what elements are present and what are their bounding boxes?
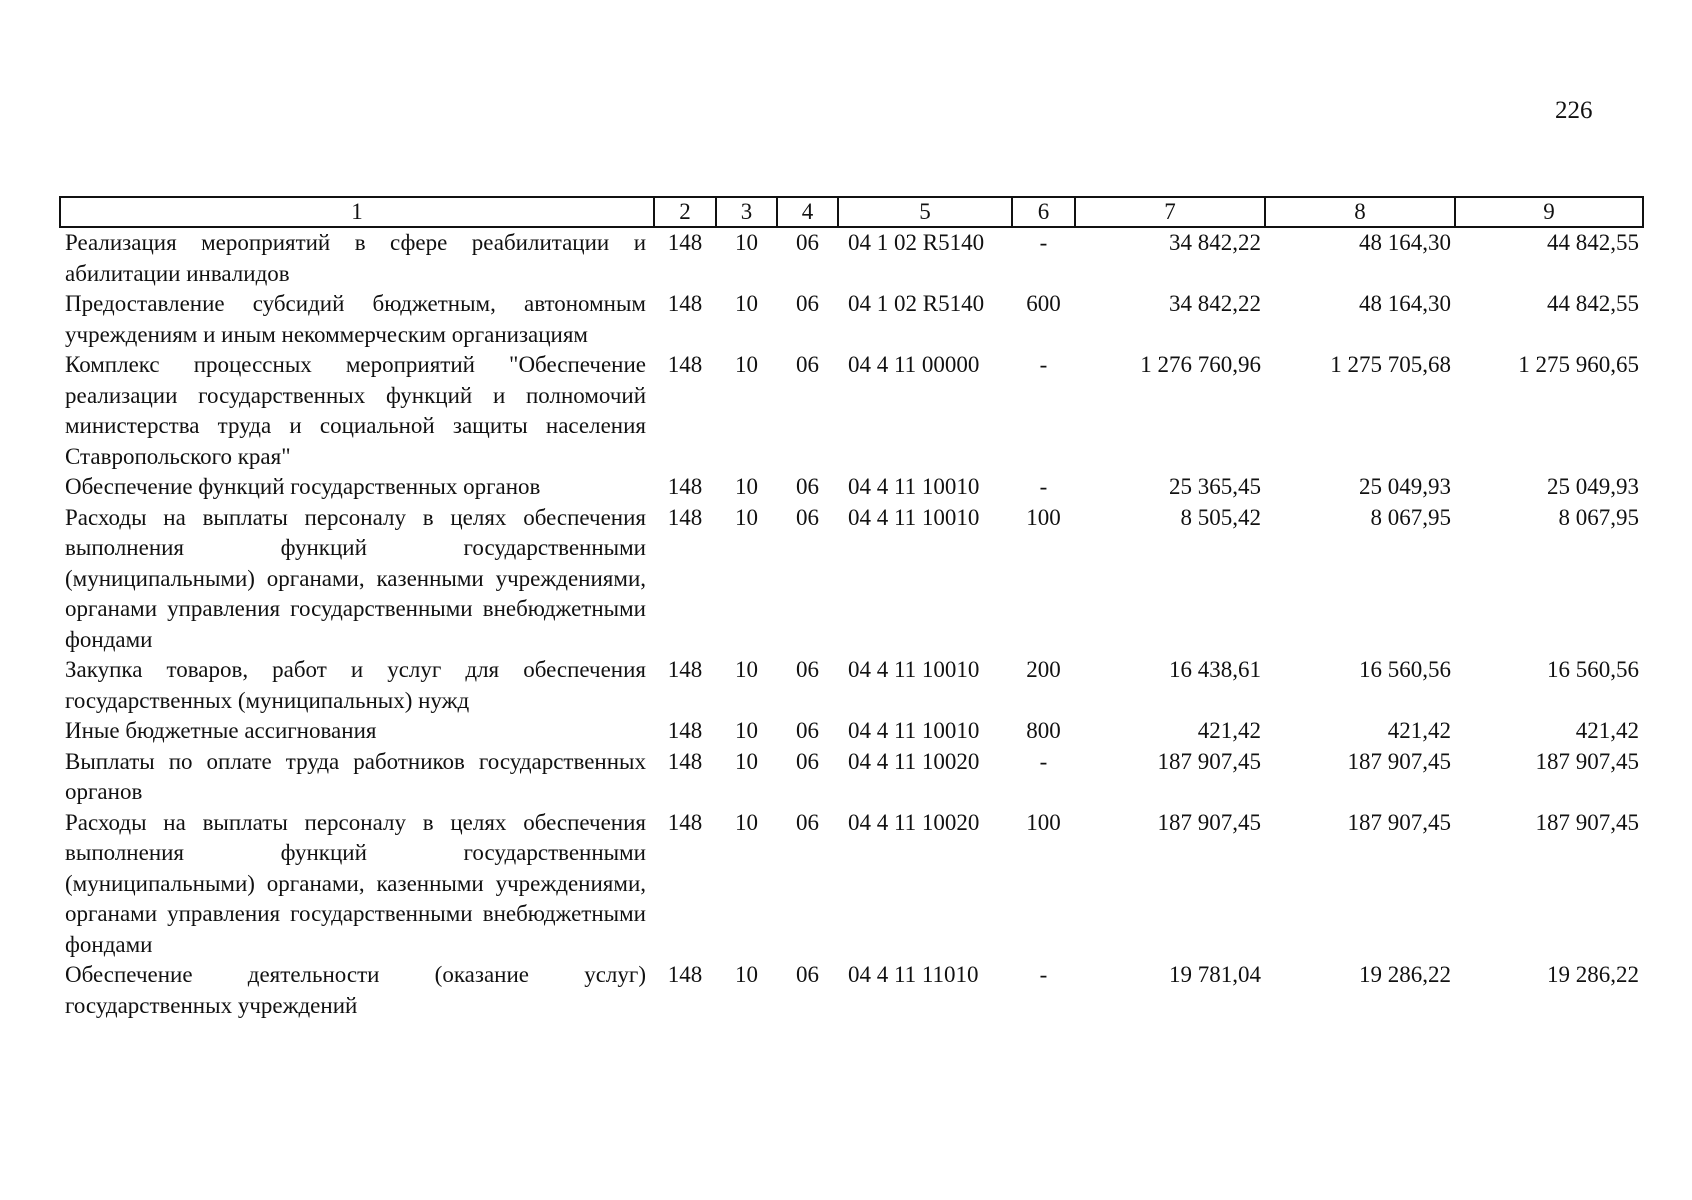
cell-col-5: 04 4 11 10010 [848, 474, 980, 499]
row-name: Предоставление субсидий бюджетным, автономным учреждениям и иным некоммерческим организациям [65, 291, 646, 347]
table-header [60, 197, 1643, 227]
cell-col-3: 10 [735, 962, 758, 987]
cell-col-2: 148 [667, 718, 703, 743]
header-col-4: 4 [777, 197, 838, 227]
row-name: Расходы на выплаты персоналу в целях обеспечения выполнения функций государственными (муниципальными) органами, казенными учреждениями, органами управления государственными внебюджетными фондами [65, 809, 646, 957]
cell-col-4: 06 [796, 230, 819, 255]
cell-col-8: 48 164,30 [1359, 291, 1451, 316]
cell-col-9: 19 286,22 [1547, 962, 1639, 987]
header-col-3: 3 [716, 197, 777, 227]
header-col-8: 8 [1265, 197, 1455, 227]
cell-col-3: 10 [735, 809, 758, 835]
table-row [60, 655, 1643, 716]
cell-col-4: 06 [796, 718, 819, 743]
cell-col-8: 1 275 705,68 [1330, 352, 1451, 377]
cell-col-6: - [1039, 474, 1048, 499]
table-row [60, 716, 1643, 747]
cell-col-8: 19 286,22 [1359, 962, 1451, 987]
cell-col-6: - [1039, 230, 1048, 255]
cell-col-8: 187 907,45 [1347, 809, 1451, 835]
cell-col-2: 148 [667, 291, 703, 316]
cell-col-7: 8 505,42 [1180, 504, 1261, 530]
page-number: 226 [1555, 97, 1593, 124]
cell-col-3: 10 [735, 291, 758, 316]
cell-col-5: 04 4 11 10010 [848, 718, 980, 743]
cell-col-2: 148 [667, 962, 703, 987]
cell-col-2: 148 [667, 748, 703, 774]
cell-col-6: - [1039, 352, 1048, 377]
row-name: Иные бюджетные ассигнования [65, 718, 377, 743]
cell-col-5: 04 4 11 10010 [848, 504, 980, 530]
cell-col-9: 25 049,93 [1547, 474, 1639, 499]
cell-col-7: 34 842,22 [1169, 230, 1261, 255]
cell-col-8: 187 907,45 [1347, 748, 1451, 774]
cell-col-4: 06 [796, 962, 819, 987]
cell-col-9: 8 067,95 [1558, 504, 1639, 530]
cell-col-9: 1 275 960,65 [1518, 352, 1639, 377]
cell-col-9: 44 842,55 [1547, 291, 1639, 316]
cell-col-5: 04 4 11 10010 [848, 657, 980, 682]
cell-col-3: 10 [735, 718, 758, 743]
cell-col-3: 10 [735, 230, 758, 255]
cell-col-4: 06 [796, 291, 819, 316]
cell-col-5: 04 1 02 R5140 [848, 291, 985, 316]
cell-col-9: 421,42 [1575, 718, 1639, 743]
cell-col-8: 48 164,30 [1359, 230, 1451, 255]
cell-col-5: 04 4 11 00000 [848, 352, 980, 377]
cell-col-6: - [1039, 962, 1048, 987]
row-name: Закупка товаров, работ и услуг для обеспечения государственных (муниципальных) нужд [65, 657, 646, 713]
cell-col-9: 187 907,45 [1535, 809, 1639, 835]
row-name: Обеспечение деятельности (оказание услуг) государственных учреждений [65, 962, 646, 1018]
header-col-6: 6 [1012, 197, 1075, 227]
table-row [60, 747, 1643, 808]
header-col-7: 7 [1075, 197, 1265, 227]
cell-col-7: 1 276 760,96 [1140, 352, 1261, 377]
cell-col-7: 25 365,45 [1169, 474, 1261, 499]
row-name: Расходы на выплаты персоналу в целях обеспечения выполнения функций государственными (муниципальными) органами, казенными учреждениями, органами управления государственными внебюджетными фондами [65, 504, 646, 652]
cell-col-7: 19 781,04 [1169, 962, 1261, 987]
header-col-5: 5 [838, 197, 1012, 227]
cell-col-5: 04 4 11 11010 [848, 962, 979, 987]
cell-col-5: 04 4 11 10020 [848, 748, 980, 774]
row-name: Выплаты по оплате труда работников государственных органов [65, 748, 646, 804]
cell-col-5: 04 1 02 R5140 [848, 230, 985, 255]
cell-col-4: 06 [796, 474, 819, 499]
cell-col-3: 10 [735, 748, 758, 774]
table-row [60, 472, 1643, 503]
table-body [60, 227, 1643, 1021]
cell-col-2: 148 [667, 809, 703, 835]
cell-col-6: 100 [1026, 504, 1061, 530]
cell-col-9: 44 842,55 [1547, 230, 1639, 255]
cell-col-7: 16 438,61 [1169, 657, 1261, 682]
cell-col-4: 06 [796, 352, 819, 377]
cell-col-7: 187 907,45 [1157, 809, 1261, 835]
cell-col-8: 25 049,93 [1359, 474, 1451, 499]
cell-col-8: 8 067,95 [1370, 504, 1451, 530]
cell-col-4: 06 [796, 809, 819, 835]
budget-table [59, 196, 1644, 1021]
cell-col-5: 04 4 11 10020 [848, 809, 980, 835]
cell-col-6: - [1039, 748, 1048, 774]
table-row [60, 503, 1643, 656]
cell-col-6: 200 [1026, 657, 1061, 682]
cell-col-9: 16 560,56 [1547, 657, 1639, 682]
cell-col-8: 421,42 [1387, 718, 1451, 743]
table-row [60, 808, 1643, 961]
cell-col-2: 148 [667, 230, 703, 255]
table-row [60, 227, 1643, 289]
cell-col-7: 34 842,22 [1169, 291, 1261, 316]
row-name: Обеспечение функций государственных органов [65, 474, 541, 499]
cell-col-9: 187 907,45 [1535, 748, 1639, 774]
cell-col-6: 800 [1026, 718, 1061, 743]
cell-col-8: 16 560,56 [1359, 657, 1451, 682]
table-row [60, 960, 1643, 1021]
cell-col-7: 187 907,45 [1157, 748, 1261, 774]
header-col-1: 1 [60, 197, 654, 227]
cell-col-3: 10 [735, 352, 758, 377]
table-row [60, 350, 1643, 472]
cell-col-4: 06 [796, 748, 819, 774]
cell-col-2: 148 [667, 352, 703, 377]
cell-col-3: 10 [735, 657, 758, 682]
cell-col-2: 148 [667, 504, 703, 530]
cell-col-7: 421,42 [1197, 718, 1261, 743]
cell-col-2: 148 [667, 657, 703, 682]
header-row [60, 197, 1643, 227]
cell-col-6: 100 [1026, 809, 1061, 835]
row-name: Комплекс процессных мероприятий "Обеспечение реализации государственных функций и полномочий министерства труда и социальной защиты населения Ставропольского края" [65, 352, 646, 469]
row-name: Реализация мероприятий в сфере реабилитации и абилитации инвалидов [65, 230, 646, 286]
cell-col-2: 148 [667, 474, 703, 499]
table-row [60, 289, 1643, 350]
header-col-9: 9 [1455, 197, 1643, 227]
cell-col-6: 600 [1026, 291, 1061, 316]
header-col-2: 2 [654, 197, 716, 227]
cell-col-4: 06 [796, 657, 819, 682]
cell-col-3: 10 [735, 474, 758, 499]
cell-col-3: 10 [735, 504, 758, 530]
cell-col-4: 06 [796, 504, 819, 530]
